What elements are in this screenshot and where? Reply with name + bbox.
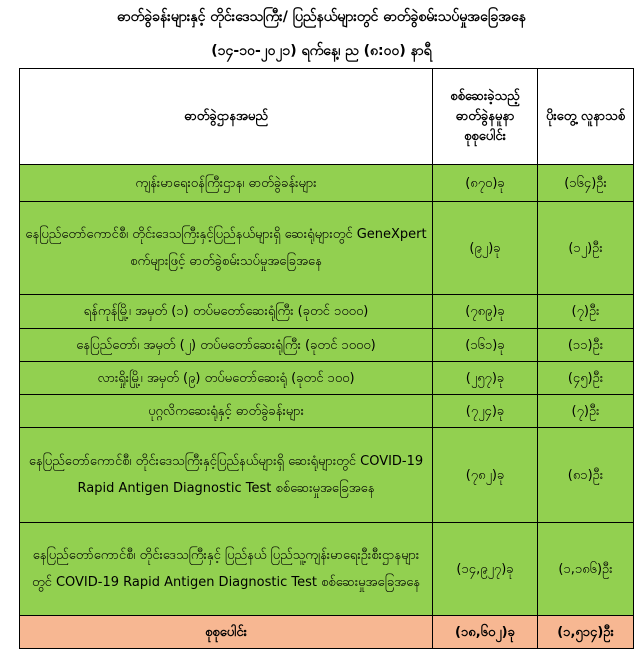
tests-cell: (၁၆၁)ခု <box>433 329 538 362</box>
table-row <box>20 295 634 329</box>
new-cases-cell: (၇)ဦး <box>538 395 634 428</box>
lab-name-cell: နေပြည်တော်ကောင်စီ၊ တိုင်းဒေသကြီးနှင့် ပြည်နယ် ပြည်သူ့ကျန်းမာရေးဦးစီးဌာနများတွင် COVID-19 Rapid Antigen Diagnostic Test စစ်ဆေးမှုအခြေအနေ <box>20 523 433 616</box>
table-row <box>20 362 634 395</box>
table-row <box>20 523 634 616</box>
table-row <box>20 202 634 295</box>
table-row <box>20 428 634 523</box>
header-lab-name: ဓာတ်ခွဲဌာနအမည် <box>20 69 433 165</box>
tests-cell: (၇၂၄)ခု <box>433 395 538 428</box>
table-row <box>20 329 634 362</box>
new-cases-cell: (၁,၁၈၆)ဦး <box>538 523 634 616</box>
total-new-cases: (၁,၅၁၄)ဦး <box>538 616 634 649</box>
tests-cell: (၇၈၂)ခု <box>433 428 538 523</box>
lab-name-cell: နေပြည်တော်ကောင်စီ၊ တိုင်းဒေသကြီးနှင့်ပြည်နယ်များရှိ ဆေးရုံများတွင် COVID-19 Rapid Antigen Diagnostic Test စစ်ဆေးမှုအခြေအနေ <box>20 428 433 523</box>
header-tests: စစ်ဆေးခဲ့သည့် ဓာတ်ခွဲနမူနာ စုစုပေါင်း <box>433 69 538 165</box>
tests-cell: (၂၅၇)ခု <box>433 362 538 395</box>
tests-cell: (၈၇၀)ခု <box>433 165 538 202</box>
tests-cell: (၉၂)ခု <box>433 202 538 295</box>
table-header-row <box>20 69 634 165</box>
new-cases-cell: (၁၁)ဦး <box>538 329 634 362</box>
table-row <box>20 165 634 202</box>
lab-name-cell: နေပြည်တော်ကောင်စီ၊ တိုင်းဒေသကြီးနှင့်ပြည်နယ်များရှိ ဆေးရုံများတွင် GeneXpert စက်များဖြင့် ဓာတ်ခွဲစမ်းသပ်မှုအခြေအနေ <box>20 202 433 295</box>
total-row <box>20 616 634 649</box>
total-label: စုစုပေါင်း <box>20 616 433 649</box>
new-cases-cell: (၁၆၄)ဦး <box>538 165 634 202</box>
new-cases-cell: (၄၅)ဦး <box>538 362 634 395</box>
new-cases-cell: (၁၂)ဦး <box>538 202 634 295</box>
new-cases-cell: (၇)ဦး <box>538 295 634 329</box>
header-new-cases: ပိုးတွေ့ လူနာသစ် <box>538 69 634 165</box>
lab-name-cell: လားရှိုးမြို့၊ အမှတ် (၉) တပ်မတော်ဆေးရုံ (ခုတင် ၁၀၀) <box>20 362 433 395</box>
tests-cell: (၇၈၉)ခု <box>433 295 538 329</box>
new-cases-cell: (၈၁)ဦး <box>538 428 634 523</box>
lab-name-cell: ရန်ကုန်မြို့၊ အမှတ် (၁) တပ်မတော်ဆေးရုံကြီး (ခုတင် ၁၀၀၀) <box>20 295 433 329</box>
lab-name-cell: ပုဂ္ဂလိကဆေးရုံနှင့် ဓာတ်ခွဲခန်းများ <box>20 395 433 428</box>
total-tests: (၁၈,၆၀၂)ခု <box>433 616 538 649</box>
lab-name-cell: နေပြည်တော်၊ အမှတ် (၂) တပ်မတော်ဆေးရုံကြီး (ခုတင် ၁၀၀၀) <box>20 329 433 362</box>
testing-table <box>19 68 634 649</box>
tests-cell: (၁၄,၉၂၇)ခု <box>433 523 538 616</box>
report-title: ဓာတ်ခွဲခန်းများနှင့် တိုင်းဒေသကြီး/ ပြည်နယ်များတွင် ဓာတ်ခွဲစမ်းသပ်မှုအခြေအနေ <box>117 9 526 25</box>
table-row <box>20 395 634 428</box>
report-date: (၁၄-၁၀-၂၀၂၁) ရက်နေ့၊ ည (၈:၀၀) နာရီ <box>211 43 432 59</box>
lab-name-cell: ကျန်းမာရေးဝန်ကြီးဌာန၊ ဓာတ်ခွဲခန်းများ <box>20 165 433 202</box>
